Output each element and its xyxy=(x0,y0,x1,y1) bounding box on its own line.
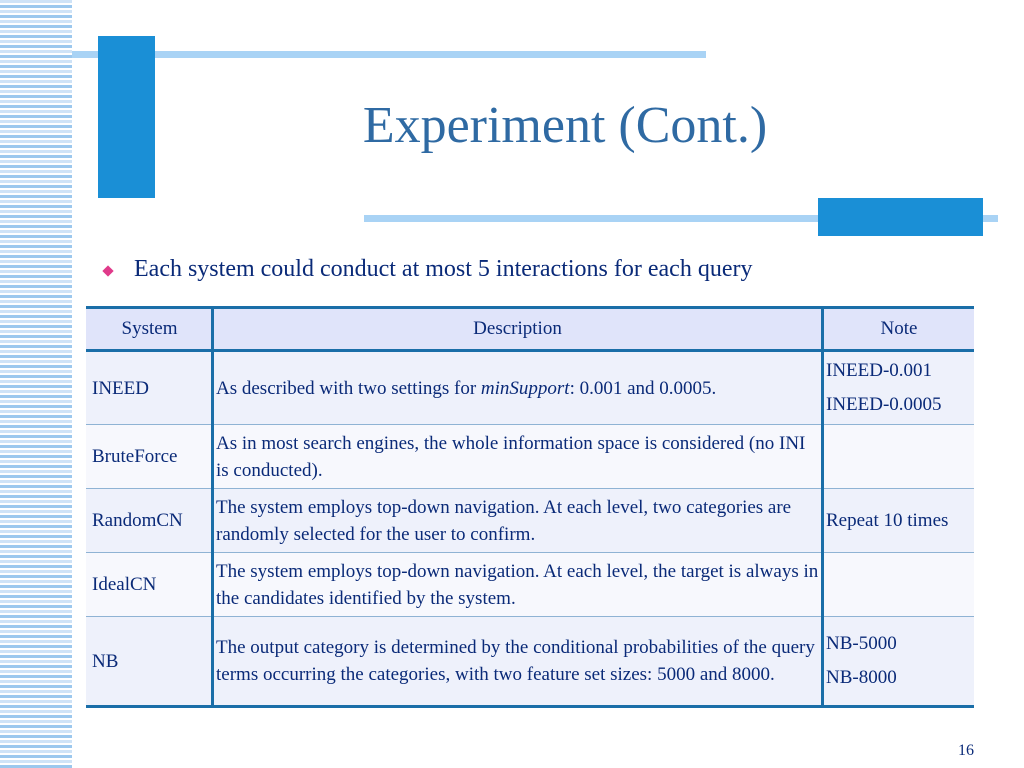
page-number: 16 xyxy=(958,742,974,759)
cell-note xyxy=(823,425,975,489)
note-line: NB-5000 xyxy=(826,633,897,654)
cell-description: The system employs top-down navigation. At each level, two categories are randomly selected for the user to confirm. xyxy=(213,489,823,553)
slide-title: Experiment (Cont.) xyxy=(362,97,768,154)
cell-note: Repeat 10 times xyxy=(823,489,975,553)
note-line: NB-8000 xyxy=(826,667,897,688)
description-text: As described with two settings for xyxy=(216,377,481,399)
bullet-text: Each system could conduct at most 5 interactions for each query xyxy=(134,256,753,282)
table-row xyxy=(86,425,974,489)
cell-description: The system employs top-down navigation. At each level, the target is always in the candidates identified by the system. xyxy=(213,553,823,617)
cell-system: BruteForce xyxy=(86,425,213,489)
cell-system: IdealCN xyxy=(86,553,213,617)
cell-description: As in most search engines, the whole information space is considered (no INI is conducted). xyxy=(213,425,823,489)
table-row xyxy=(86,617,974,707)
cell-description xyxy=(213,351,823,425)
cell-system: RandomCN xyxy=(86,489,213,553)
cell-description: The output category is determined by the conditional probabilities of the query terms occurring the categories, with two feature set sizes: 5000 and 8000. xyxy=(213,617,823,707)
table-header-row xyxy=(86,308,974,351)
top-accent-line xyxy=(72,51,706,58)
cell-system: INEED xyxy=(86,351,213,425)
cell-note xyxy=(823,553,975,617)
note-line: INEED-0.001 xyxy=(826,360,933,381)
table-row xyxy=(86,553,974,617)
left-stripe-decoration xyxy=(0,0,72,768)
experiment-table xyxy=(86,306,974,708)
note-line: INEED-0.0005 xyxy=(826,394,942,415)
description-text: : 0.001 and 0.0005. xyxy=(569,377,717,399)
header-description: Description xyxy=(213,308,823,351)
bullet-item xyxy=(104,256,752,283)
header-note: Note xyxy=(823,308,975,351)
cell-note xyxy=(823,617,975,707)
cell-note xyxy=(823,351,975,425)
table-row xyxy=(86,489,974,553)
right-accent-block xyxy=(818,198,983,236)
cell-system: NB xyxy=(86,617,213,707)
description-emphasis: minSupport xyxy=(480,377,570,399)
diamond-bullet-icon xyxy=(102,265,113,276)
title-accent-block xyxy=(98,36,155,198)
header-system: System xyxy=(86,308,213,351)
table-row xyxy=(86,351,974,425)
